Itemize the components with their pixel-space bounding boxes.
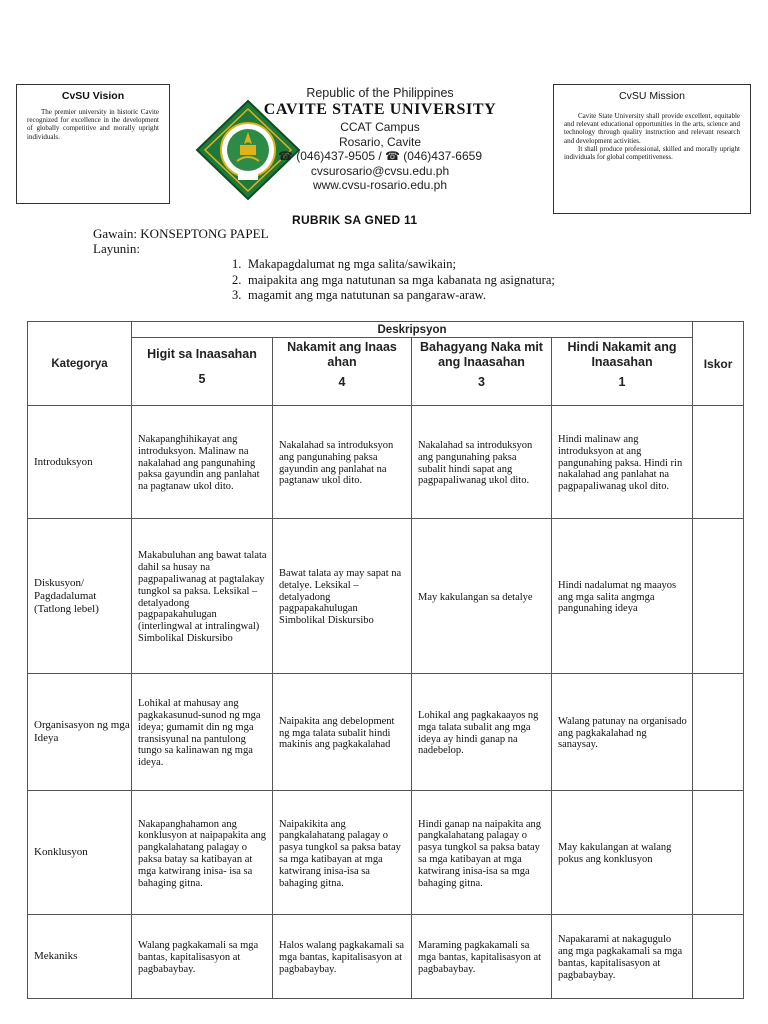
descriptor-cell: Makabuluhan ang bawat talata dahil sa husay na pagpapaliwanag at pagtalakay tungkol sa paksa. Leksikal – detalyadong pagpapakahulugan (interlingwal at intralingwal) Simbolikal Diskursibo: [132, 519, 273, 674]
republic-line: Republic of the Philippines: [306, 86, 454, 100]
header-level-5: Higit sa Inaasahan 5: [132, 338, 273, 406]
table-row: [28, 915, 744, 999]
objective-item: 1. Makapagdalumat ng mga salita/sawikain;: [232, 257, 456, 271]
score-cell[interactable]: [693, 519, 744, 674]
task-info: [93, 226, 269, 256]
descriptor-cell: Nakalahad sa introduksyon ang pangunahing paksa gayundin ang panlahat na pagtanaw ukol dito.: [273, 406, 412, 519]
table-row: [28, 406, 744, 519]
university-header: [245, 86, 515, 193]
table-row: [28, 519, 744, 674]
header-level-4: Nakamit ang Inaas ahan 4: [273, 338, 412, 406]
descriptor-cell: Naipakikita ang pangkalahatang palagay o pasya tungkol sa paksa batay sa mga katibayan at mga katwirang inisa-isa sa bahaging gitna.: [273, 791, 412, 915]
descriptor-cell: Naipakita ang debelopment ng mga talata subalit hindi makinis ang pagkakalahad: [273, 674, 412, 791]
score-cell[interactable]: [693, 915, 744, 999]
header-kategorya: Kategorya: [28, 322, 132, 406]
descriptor-cell: Hindi nadalumat ng maayos ang mga salita angmga pangunahing ideya: [552, 519, 693, 674]
descriptor-cell: Maraming pagkakamali sa mga bantas, kapitalisasyon at pagbabaybay.: [412, 915, 552, 999]
descriptor-cell: Bawat talata ay may sapat na detalye. Leksikal – detalyadong pagpapakahulugan Simbolikal Diskursibo: [273, 519, 412, 674]
category-cell: Diskusyon/ Pagdadalumat (Tatlong lebel): [28, 519, 132, 674]
score-cell[interactable]: [693, 406, 744, 519]
table-row: [28, 674, 744, 791]
header-deskripsyon: Deskripsyon: [132, 322, 693, 338]
category-cell: Organisasyon ng mga Ideya: [28, 674, 132, 791]
objectives-label: Layunin:: [93, 241, 140, 256]
mission-paragraph-1: Cavite State University shall provide excellent, equitable and relevant educational opportunities in the arts, science and technology through quality instruction and relevant research and development activities.: [564, 112, 740, 145]
vision-box: [16, 84, 170, 204]
rubric-title: RUBRIK SA GNED 11: [292, 213, 418, 227]
website-line: www.cvsu-rosario.edu.ph: [312, 178, 448, 192]
objective-item: 3. magamit ang mga natutunan sa pangaraw-araw.: [232, 288, 486, 302]
header-level-1: Hindi Nakamit ang Inaasahan 1: [552, 338, 693, 406]
score-cell[interactable]: [693, 674, 744, 791]
phone-line: ☎ (046)437-9505 / ☎ (046)437-6659: [277, 149, 483, 163]
descriptor-cell: Napakarami at nakagugulo ang mga pagkakamali sa mga bantas, kapitalisasyon at pagbabaybay.: [552, 915, 693, 999]
task-label: Gawain: KONSEPTONG PAPEL: [93, 226, 269, 241]
category-cell: Konklusyon: [28, 791, 132, 915]
descriptor-cell: Nakapanghahamon ang konklusyon at naipapakita ang pangkalahatang palagay o paksa batay sa katibayan at mga katwirang inisa- isa sa bahaging gitna.: [132, 791, 273, 915]
objectives-list: [232, 257, 555, 304]
descriptor-cell: Hindi ganap na naipakita ang pangkalahatang palagay o pasya tungkol sa paksa batay sa mga katibayan at mga katwirang inisa-isa sa mga bahaging gitna.: [412, 791, 552, 915]
descriptor-cell: Hindi malinaw ang introduksyon at ang pangunahing paksa. Hindi rin nakalahad ang panlahat na pagpapaliwanag ukol dito.: [552, 406, 693, 519]
header-iskor: Iskor: [693, 322, 744, 406]
category-cell: Mekaniks: [28, 915, 132, 999]
university-name: CAVITE STATE UNIVERSITY: [263, 101, 497, 118]
header-level-3: Bahagyang Naka mit ang Inaasahan 3: [412, 338, 552, 406]
mission-text: [564, 112, 740, 161]
mission-title: CvSU Mission: [619, 90, 685, 102]
descriptor-cell: May kakulangan at walang pokus ang konklusyon: [552, 791, 693, 915]
vision-text: The premier university in historic Cavite recognized for excellence in the development of globally competitive and morally upright individuals.: [27, 108, 159, 141]
descriptor-cell: Walang patunay na organisado ang pagkakalahad ng sanaysay.: [552, 674, 693, 791]
table-row: [28, 791, 744, 915]
descriptor-cell: Nakalahad sa introduksyon ang pangunahing paksa subalit hindi sapat ang pagpapaliwanag ukol dito.: [412, 406, 552, 519]
objective-item: 2. maipakita ang mga natutunan sa mga kabanata ng asignatura;: [232, 272, 555, 287]
vision-title: CvSU Vision: [61, 90, 125, 102]
category-cell: Introduksyon: [28, 406, 132, 519]
rubric-table: [27, 321, 744, 999]
descriptor-cell: Halos walang pagkakamali sa mga bantas, kapitalisasyon at pagbabaybay.: [273, 915, 412, 999]
descriptor-cell: Walang pagkakamali sa mga bantas, kapitalisasyon at pagbabaybay.: [132, 915, 273, 999]
descriptor-cell: Nakapanghihikayat ang introduksyon. Malinaw na nakalahad ang pangunahing paksa gayundin ang panlahat na pagtanaw ukol dito.: [132, 406, 273, 519]
descriptor-cell: May kakulangan sa detalye: [412, 519, 552, 674]
mission-box: [553, 84, 751, 214]
mission-paragraph-2: It shall produce professional, skilled and morally upright individuals for global competitiveness.: [564, 144, 740, 162]
campus-line: CCAT Campus: [340, 120, 420, 134]
email-line: cvsurosario@cvsu.edu.ph: [310, 163, 450, 178]
location-line: Rosario, Cavite: [338, 134, 422, 149]
descriptor-cell: Lohikal at mahusay ang pagkakasunud-sunod ng mga ideya; gumamit din ng mga transisyunal na pantulong tungo sa kalinawan ng mga ideya.: [132, 674, 273, 791]
score-cell[interactable]: [693, 791, 744, 915]
descriptor-cell: Lohikal ang pagkakaayos ng mga talata subalit ang mga ideya ay hindi ganap na nadebelop.: [412, 674, 552, 791]
